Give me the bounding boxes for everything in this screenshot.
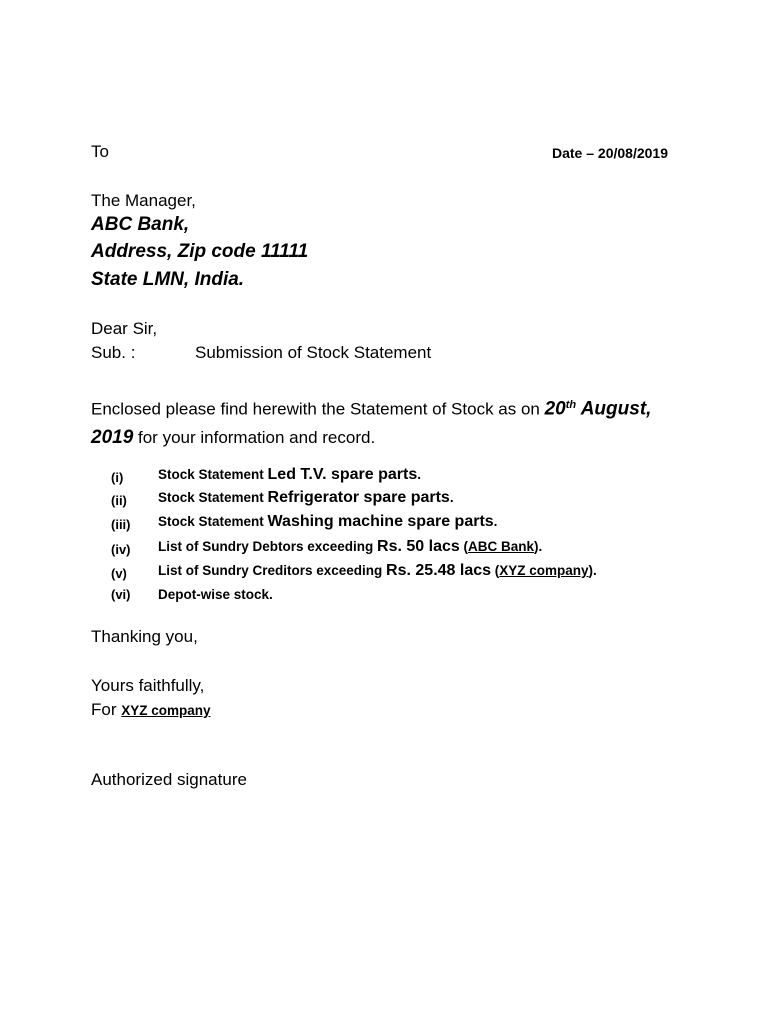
item-number: (vi) [111,587,131,602]
item-text [158,489,454,507]
bank-address: Address, Zip code 11111 [91,241,309,262]
item-paren: ( [491,563,500,578]
item-suffix: . [449,490,454,505]
intro-year: 2019 [91,426,134,448]
item-text [158,513,497,531]
item-prefix: List of Sundry Debtors exceeding [158,539,378,554]
salutation: Dear Sir, [91,319,158,338]
item-suffix: . [417,467,421,482]
item-highlight: Refrigerator spare parts [267,489,450,506]
closing-line: Yours faithfully, [91,676,205,695]
letter-date: Date – 20/08/2019 [552,145,668,161]
bank-name: ABC Bank, [91,214,190,235]
item-number: (iii) [111,517,131,532]
item-number: (i) [111,470,124,485]
intro-text-start: Enclosed please find herewith the Statement of Stock as on [91,399,545,419]
item-number: (v) [111,566,127,581]
item-number: (iv) [111,542,131,557]
intro-paragraph [91,391,711,452]
item-party: ABC Bank [468,539,535,554]
item-paren: ( [459,539,469,554]
item-prefix: Stock Statement [158,514,268,529]
item-text [158,562,597,580]
subject-label: Sub. : [91,343,136,362]
intro-text-end: for your information and record. [133,427,376,447]
intro-day-suffix: th [565,399,577,411]
for-line [91,700,211,720]
item-highlight: Rs. 50 lacs [377,538,460,555]
item-text [158,538,542,556]
item-suffix: ). [534,539,543,554]
signature-line: Authorized signature [91,770,247,789]
item-text: Depot-wise stock. [158,587,273,602]
item-highlight: Led T.V. spare parts [267,466,418,483]
item-prefix: Stock Statement [158,490,268,505]
item-text [158,466,421,484]
for-company: XYZ company [121,703,211,718]
item-number: (ii) [111,493,127,508]
bank-state: State LMN, India. [91,269,245,290]
for-label: For [91,700,122,719]
item-prefix: List of Sundry Creditors exceeding [158,563,387,578]
item-prefix: Stock Statement [158,467,268,482]
recipient-title: The Manager, [91,191,196,210]
intro-month: August, [576,398,652,420]
subject-text: Submission of Stock Statement [195,343,432,362]
item-party: XYZ company [499,563,589,578]
item-highlight: Rs. 25.48 lacs [386,562,492,579]
to-label: To [91,142,109,161]
intro-day: 20 [544,398,566,420]
item-highlight: Washing machine spare parts [267,513,494,530]
thanks-line: Thanking you, [91,627,198,646]
item-suffix: ). [588,563,597,578]
item-suffix: . [493,514,498,529]
